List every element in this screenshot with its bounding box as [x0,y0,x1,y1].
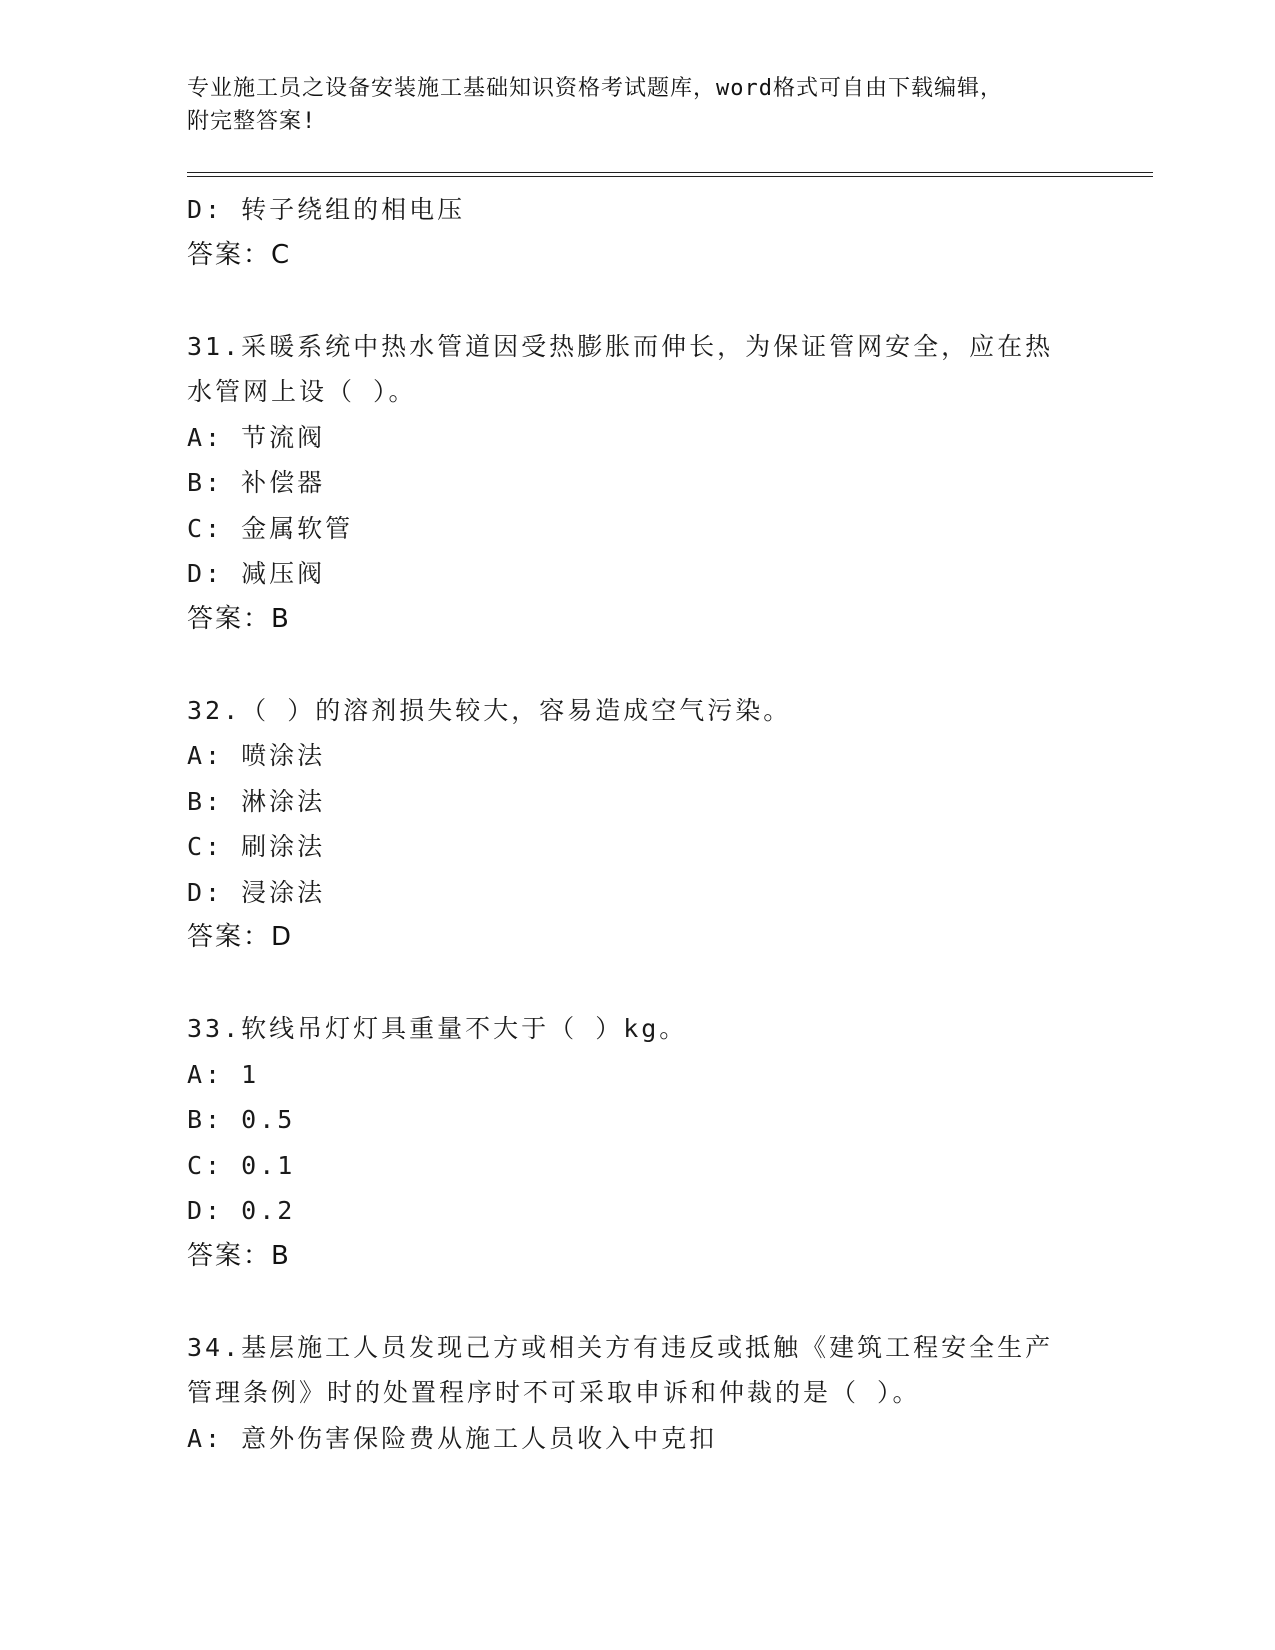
answer-text: 答案：C [187,239,292,270]
question-stem-continued: 水管网上设（ ）。 [187,377,417,406]
option-a: A: 意外伤害保险费从施工人员收入中克扣 [187,1423,718,1453]
option-d: D: 浸涂法 [187,877,326,907]
question-stem: 31.采暖系统中热水管道因受热膨胀而伸长，为保证管网安全，应在热 [187,331,1054,361]
question-stem: 33.软线吊灯灯具重量不大于（ ）kg。 [187,1014,688,1043]
question-block-33 [187,1006,1087,1279]
question-block-31 [187,324,1087,643]
document-header [187,72,1087,138]
option-b: B: 淋涂法 [187,786,326,816]
question-list [187,187,1087,1461]
spacer [187,1279,1087,1325]
option-c: C: 刷涂法 [187,832,326,861]
option-a: A: 1 [187,1059,260,1089]
option-d: D: 减压阀 [187,559,326,588]
question-block-prev [187,187,1087,278]
header-line-2: 附完整答案! [187,109,317,134]
option-b: B: 0.5 [187,1105,296,1134]
question-stem-continued: 管理条例》时的处置程序时不可采取申诉和仲裁的是（ ）。 [187,1378,921,1407]
header-line-1: 专业施工员之设备安装施工基础知识资格考试题库，word格式可自由下载编辑， [187,76,1003,101]
spacer [187,278,1087,324]
header-divider-bottom [187,176,1153,177]
option-d: D: 0.2 [187,1196,296,1225]
spacer [187,961,1087,1007]
question-stem: 34.基层施工人员发现己方或相关方有违反或抵触《建筑工程安全生产 [187,1332,1054,1362]
answer-text: 答案：B [187,1240,291,1271]
question-block-32 [187,688,1087,961]
option-a: A: 喷涂法 [187,741,326,770]
option-b: B: 补偿器 [187,468,326,497]
option-a: A: 节流阀 [187,422,326,452]
question-block-34 [187,1325,1087,1462]
option-c: C: 0.1 [187,1150,296,1180]
answer-text: 答案：B [187,603,291,634]
header-divider-top [187,172,1153,173]
answer-text: 答案：D [187,922,294,952]
spacer [187,642,1087,688]
question-stem: 32.（ ）的溶剂损失较大，容易造成空气污染。 [187,695,792,725]
option-c: C: 金属软管 [187,513,354,543]
option-d: D: 转子绕组的相电压 [187,195,466,224]
